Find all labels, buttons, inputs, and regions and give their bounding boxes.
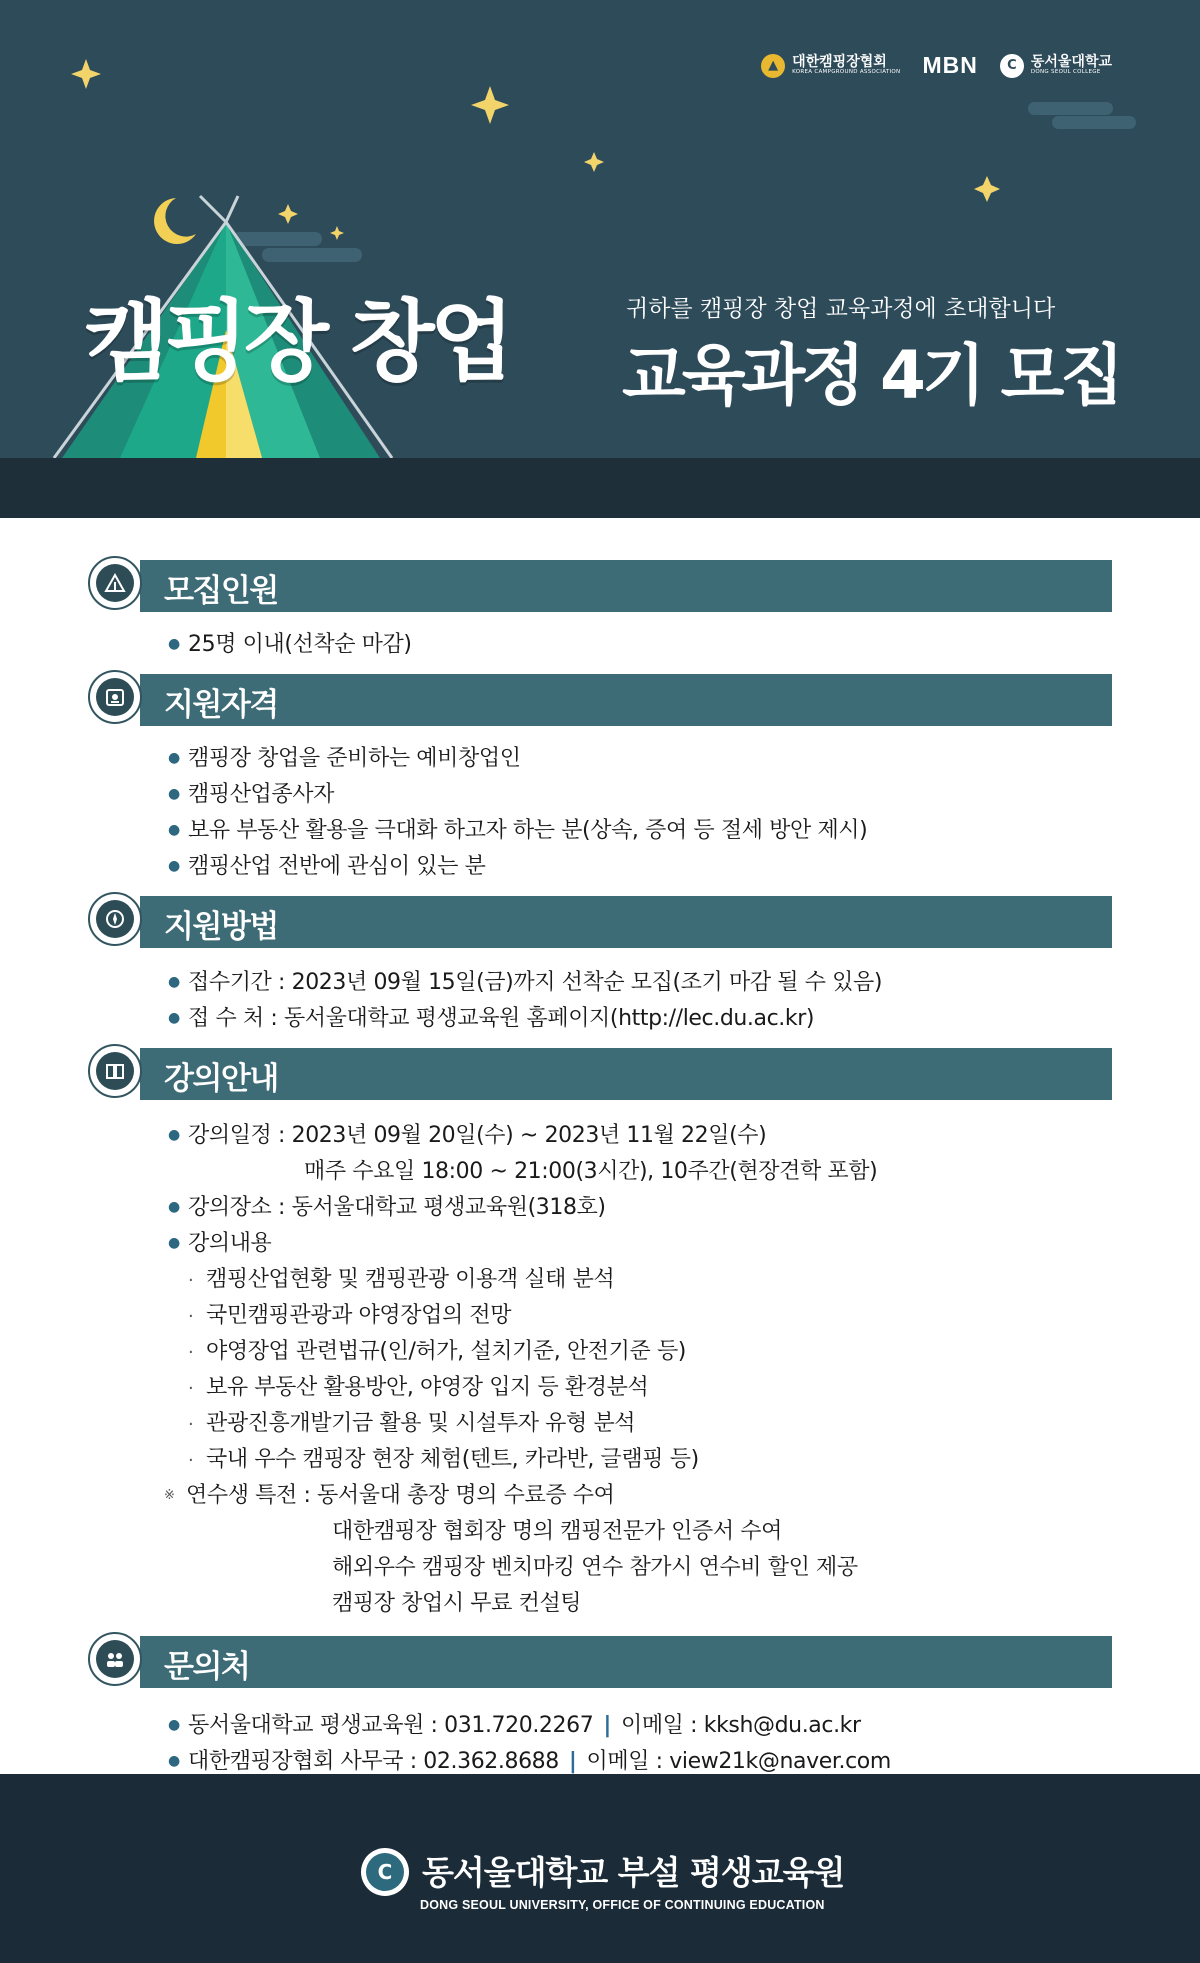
list-item: ● 캠핑산업종사자: [168, 782, 334, 807]
list-item-detail: 매주 수요일 18:00 ~ 21:00(3시간), 10주간(현장견학 포함): [304, 1159, 878, 1184]
id-card-icon: [104, 686, 126, 708]
partner-logos: [761, 52, 1112, 79]
dot-icon: ·: [188, 1378, 194, 1399]
hero-bottom-band: [0, 458, 1200, 518]
list-item: ● 25명 이내(선착순 마감): [168, 632, 412, 657]
kca-logo: [761, 54, 900, 78]
bullet-icon: ●: [168, 1010, 180, 1026]
compass-icon: [104, 908, 126, 930]
dsu-logo-subtext: DONG SEOUL COLLEGE: [1030, 68, 1101, 75]
bullet-icon: ●: [168, 858, 180, 874]
section-title-lecture: 강의안내: [164, 1061, 278, 1097]
list-item: ● 캠핑산업 전반에 관심이 있는 분: [168, 854, 486, 879]
book-icon: [104, 1060, 126, 1082]
bullet-icon: ●: [168, 822, 180, 838]
reference-mark: ※: [164, 1488, 175, 1503]
bullet-icon: ●: [168, 1199, 180, 1215]
benefit-item: 해외우수 캠핑장 벤치마킹 연수 참가시 연수비 할인 제공: [332, 1555, 858, 1580]
sub-list-item: · 국내 우수 캠핑장 현장 체험(텐트, 카라반, 글램핑 등): [188, 1447, 699, 1472]
bullet-icon: ●: [168, 1127, 180, 1143]
section-title-contact: 문의처: [164, 1649, 250, 1685]
contact-email: 이메일 : kksh@du.ac.kr: [620, 1713, 861, 1738]
section-bar: [140, 560, 1112, 612]
dot-icon: ·: [188, 1342, 194, 1363]
kca-logo-subtext: KOREA CAMPGROUND ASSOCIATION: [792, 68, 901, 75]
hero-title: 캠핑장 창업: [84, 290, 510, 393]
dot-icon: ·: [188, 1270, 194, 1291]
bullet-icon: ●: [168, 1235, 180, 1251]
moon-icon: [154, 198, 196, 244]
dot-icon: ·: [188, 1306, 194, 1327]
list-item: ● 캠핑장 창업을 준비하는 예비창업인: [168, 746, 521, 771]
sub-list-item: · 국민캠핑관광과 야영장업의 전망: [188, 1303, 512, 1328]
section-icon-badge: [88, 1632, 142, 1686]
section-title-method: 지원방법: [164, 909, 278, 945]
bullet-icon: ●: [168, 636, 180, 652]
section-header-qualification: [88, 670, 1112, 728]
sub-list-item: · 야영장업 관련법규(인/허가, 설치기준, 안전기준 등): [188, 1339, 686, 1364]
dot-icon: ·: [188, 1450, 194, 1471]
hero-invite-text: 귀하를 캠핑장 창업 교육과정에 초대합니다: [626, 296, 1056, 322]
section-bar: [140, 896, 1112, 948]
section-header-recruit: [88, 556, 1112, 614]
bullet-icon: ●: [168, 974, 180, 990]
people-icon: [104, 1648, 126, 1670]
contact-org: 동서울대학교 평생교육원 : 031.720.2267: [188, 1713, 594, 1738]
bullet-icon: ●: [168, 786, 180, 802]
section-icon-badge: [88, 670, 142, 724]
tent-icon: [104, 572, 126, 594]
dsu-logo: [1000, 54, 1112, 78]
list-item: ● 보유 부동산 활용을 극대화 하고자 하는 분(상속, 증여 등 절세 방안 제시): [168, 818, 868, 843]
kca-logo-text: 대한캠핑장협회: [792, 54, 887, 71]
list-item: ● 접 수 처 : 동서울대학교 평생교육원 홈페이지(http://lec.du.ac.kr): [168, 1006, 815, 1031]
footer-title: 동서울대학교 부설 평생교육원: [422, 1853, 845, 1892]
section-icon-badge: [88, 556, 142, 610]
divider: |: [568, 1749, 577, 1774]
section-header-contact: [88, 1632, 1112, 1690]
dot-icon: ·: [188, 1414, 194, 1435]
mbn-logo: MBN: [922, 52, 978, 78]
section-header-lecture: [88, 1044, 1112, 1102]
divider: |: [603, 1713, 611, 1738]
section-bar: [140, 674, 1112, 726]
section-header-method: [88, 892, 1112, 950]
contact-row: [168, 1744, 891, 1775]
star-icon: [71, 59, 1000, 240]
bullet-icon: ●: [168, 1717, 180, 1733]
kca-emblem-icon: ▲: [761, 54, 785, 78]
sub-list-item: · 캠핑산업현황 및 캠핑관광 이용객 실태 분석: [188, 1267, 615, 1292]
hero-course-title: 교육과정 4기 모집: [622, 337, 1121, 414]
sub-list-item: · 관광진흥개발기금 활용 및 시설투자 유형 분석: [188, 1411, 636, 1436]
list-item: ● 강의장소 : 동서울대학교 평생교육원(318호): [168, 1195, 606, 1220]
hero-banner: [0, 0, 1200, 518]
benefit-item: 캠핑장 창업시 무료 컨설팅: [332, 1591, 582, 1616]
sub-list-item: · 보유 부동산 활용방안, 야영장 입지 등 환경분석: [188, 1375, 649, 1400]
cloud-icon: [232, 102, 1136, 262]
section-title-qualification: 지원자격: [164, 687, 278, 723]
footer-subtitle: DONG SEOUL UNIVERSITY, OFFICE OF CONTINUING EDUCATION: [420, 1898, 825, 1912]
bullet-icon: ●: [168, 1753, 180, 1769]
benefit-item: ※ 연수생 특전 : 동서울대 총장 명의 수료증 수여: [164, 1483, 615, 1508]
benefit-item: 대한캠핑장 협회장 명의 캠핑전문가 인증서 수여: [332, 1519, 783, 1544]
list-item: ● 강의일정 : 2023년 09월 20일(수) ~ 2023년 11월 22일(수): [168, 1123, 767, 1148]
dsu-logo-text: 동서울대학교: [1030, 54, 1112, 71]
list-item: ● 접수기간 : 2023년 09월 15일(금)까지 선착순 모집(조기 마감 될 수 있음): [168, 970, 883, 995]
section-title-recruit: 모집인원: [164, 573, 278, 609]
dsu-emblem-icon: C: [1000, 54, 1024, 78]
section-bar: [140, 1048, 1112, 1100]
section-icon-badge: [88, 892, 142, 946]
contact-row: [168, 1708, 861, 1739]
bullet-icon: ●: [168, 750, 180, 766]
university-logo-icon: C: [361, 1848, 409, 1896]
contact-email: 이메일 : view21k@naver.com: [586, 1749, 891, 1774]
contact-org: 대한캠핑장협회 사무국 : 02.362.8688: [188, 1749, 559, 1774]
section-bar: [140, 1636, 1112, 1688]
section-icon-badge: [88, 1044, 142, 1098]
list-item: ● 강의내용: [168, 1231, 272, 1256]
